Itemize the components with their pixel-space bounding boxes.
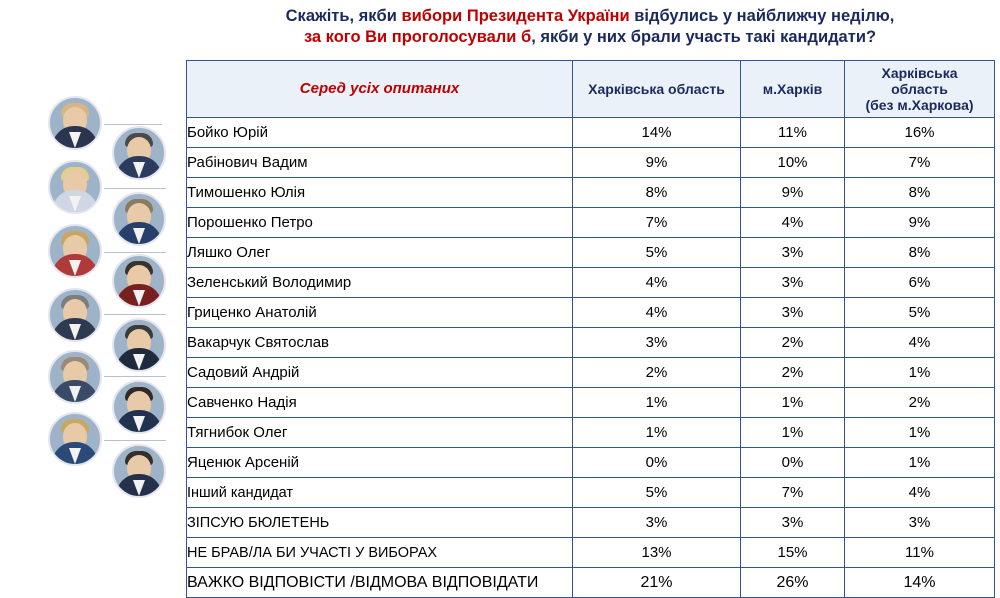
row-value-oblast: 7%	[573, 208, 741, 238]
row-value-oblast: 9%	[573, 148, 741, 178]
title-highlight-2: за кого Ви проголосували б	[303, 28, 532, 47]
row-label: ВАЖКО ВІДПОВІСТИ /ВІДМОВА ВІДПОВІДАТИ	[187, 568, 573, 598]
column-header-line-3: (без м.Харкова)	[865, 97, 974, 114]
row-value-oblast-excl-city: 4%	[845, 478, 995, 508]
candidate-photo-3	[48, 160, 102, 214]
title-text-post: відбулись у найближчу неділю,	[629, 7, 895, 25]
connector-line-9	[104, 376, 166, 377]
row-value-oblast-excl-city: 16%	[845, 118, 995, 148]
row-value-oblast: 14%	[573, 118, 741, 148]
candidate-photo-6	[112, 254, 166, 308]
candidate-photo-12	[112, 444, 166, 498]
row-value-oblast-excl-city: 1%	[845, 448, 995, 478]
candidate-photo-7	[48, 288, 102, 342]
table-row	[187, 298, 995, 328]
title-text-pre: Скажіть, якби	[285, 7, 402, 25]
row-label: Ляшко Олег	[187, 238, 573, 268]
row-value-oblast: 2%	[573, 358, 741, 388]
candidate-photo-5	[48, 224, 102, 278]
table-row	[187, 568, 995, 598]
row-value-oblast: 0%	[573, 448, 741, 478]
row-value-oblast-excl-city: 8%	[845, 238, 995, 268]
column-header-line-1: Харківська	[881, 64, 958, 81]
table-row	[187, 118, 995, 148]
poll-results-table	[186, 60, 995, 598]
row-label: Садовий Андрій	[187, 358, 573, 388]
candidate-photo-stack	[40, 92, 190, 562]
connector-line-11	[104, 440, 166, 441]
row-value-city: 11%	[741, 118, 845, 148]
row-label: Тягнибок Олег	[187, 418, 573, 448]
table-row	[187, 328, 995, 358]
row-value-oblast: 13%	[573, 538, 741, 568]
row-value-oblast: 5%	[573, 238, 741, 268]
row-value-oblast: 21%	[573, 568, 741, 598]
candidate-photo-9	[48, 350, 102, 404]
row-value-city: 3%	[741, 298, 845, 328]
row-value-oblast-excl-city: 6%	[845, 268, 995, 298]
row-label: Зеленський Володимир	[187, 268, 573, 298]
table-row	[187, 448, 995, 478]
row-value-oblast-excl-city: 14%	[845, 568, 995, 598]
row-value-oblast: 3%	[573, 508, 741, 538]
row-value-oblast-excl-city: 1%	[845, 418, 995, 448]
row-value-city: 1%	[741, 418, 845, 448]
row-value-city: 9%	[741, 178, 845, 208]
column-header-city: м.Харків	[741, 61, 845, 118]
column-header-respondents: Серед усіх опитаних	[187, 61, 573, 118]
table-row	[187, 148, 995, 178]
table-row	[187, 478, 995, 508]
row-value-oblast: 4%	[573, 298, 741, 328]
connector-line-1	[104, 124, 162, 125]
row-label: Інший кандидат	[187, 478, 573, 508]
table-row	[187, 358, 995, 388]
row-value-city: 4%	[741, 208, 845, 238]
row-value-oblast: 4%	[573, 268, 741, 298]
row-value-oblast-excl-city: 7%	[845, 148, 995, 178]
table-row	[187, 508, 995, 538]
column-header-oblast-excl-city	[845, 61, 995, 118]
candidate-photo-1	[48, 96, 102, 150]
table-row	[187, 538, 995, 568]
row-label: Гриценко Анатолій	[187, 298, 573, 328]
row-value-oblast-excl-city: 1%	[845, 358, 995, 388]
row-value-oblast-excl-city: 8%	[845, 178, 995, 208]
row-value-city: 3%	[741, 238, 845, 268]
title-line-2	[186, 27, 994, 48]
row-value-city: 2%	[741, 328, 845, 358]
connector-line-7	[104, 314, 166, 315]
candidate-photo-8	[112, 318, 166, 372]
candidate-photo-10	[112, 380, 166, 434]
row-label: Вакарчук Святослав	[187, 328, 573, 358]
table-row	[187, 208, 995, 238]
table-row	[187, 178, 995, 208]
row-value-city: 0%	[741, 448, 845, 478]
table-row	[187, 268, 995, 298]
row-label: Бойко Юрій	[187, 118, 573, 148]
connector-line-5	[104, 252, 166, 253]
row-label: Яценюк Арсеній	[187, 448, 573, 478]
row-label: НЕ БРАВ/ЛА БИ УЧАСТІ У ВИБОРАХ	[187, 538, 573, 568]
column-header-line-2: область	[891, 80, 948, 97]
table-header-row	[187, 61, 995, 118]
row-value-oblast-excl-city: 2%	[845, 388, 995, 418]
row-value-oblast-excl-city: 5%	[845, 298, 995, 328]
row-value-oblast-excl-city: 4%	[845, 328, 995, 358]
title-line-1	[286, 7, 895, 25]
row-value-city: 2%	[741, 358, 845, 388]
candidate-photo-2	[112, 126, 166, 180]
row-value-city: 15%	[741, 538, 845, 568]
row-label: Рабінович Вадим	[187, 148, 573, 178]
row-value-oblast-excl-city: 9%	[845, 208, 995, 238]
row-value-oblast: 3%	[573, 328, 741, 358]
row-value-city: 10%	[741, 148, 845, 178]
candidate-photo-11	[48, 412, 102, 466]
row-value-oblast: 1%	[573, 418, 741, 448]
row-value-oblast-excl-city: 11%	[845, 538, 995, 568]
row-label: Порошенко Петро	[187, 208, 573, 238]
table-row	[187, 418, 995, 448]
title-text-post-2: , якби у них брали участь такі кандидати?	[531, 28, 877, 47]
table-row	[187, 238, 995, 268]
title-highlight-1: вибори Президента України	[401, 7, 630, 25]
table-row	[187, 388, 995, 418]
connector-line-3	[104, 188, 166, 189]
row-value-city: 7%	[741, 478, 845, 508]
candidate-photo-4	[112, 192, 166, 246]
row-value-oblast: 1%	[573, 388, 741, 418]
column-header-oblast: Харківська область	[573, 61, 741, 118]
row-value-oblast-excl-city: 3%	[845, 508, 995, 538]
row-label: Тимошенко Юлія	[187, 178, 573, 208]
row-value-city: 1%	[741, 388, 845, 418]
row-label: Савченко Надія	[187, 388, 573, 418]
row-value-city: 3%	[741, 268, 845, 298]
page-title	[186, 6, 994, 49]
row-value-city: 26%	[741, 568, 845, 598]
row-label: ЗІПСУЮ БЮЛЕТЕНЬ	[187, 508, 573, 538]
row-value-oblast: 8%	[573, 178, 741, 208]
row-value-oblast: 5%	[573, 478, 741, 508]
row-value-city: 3%	[741, 508, 845, 538]
